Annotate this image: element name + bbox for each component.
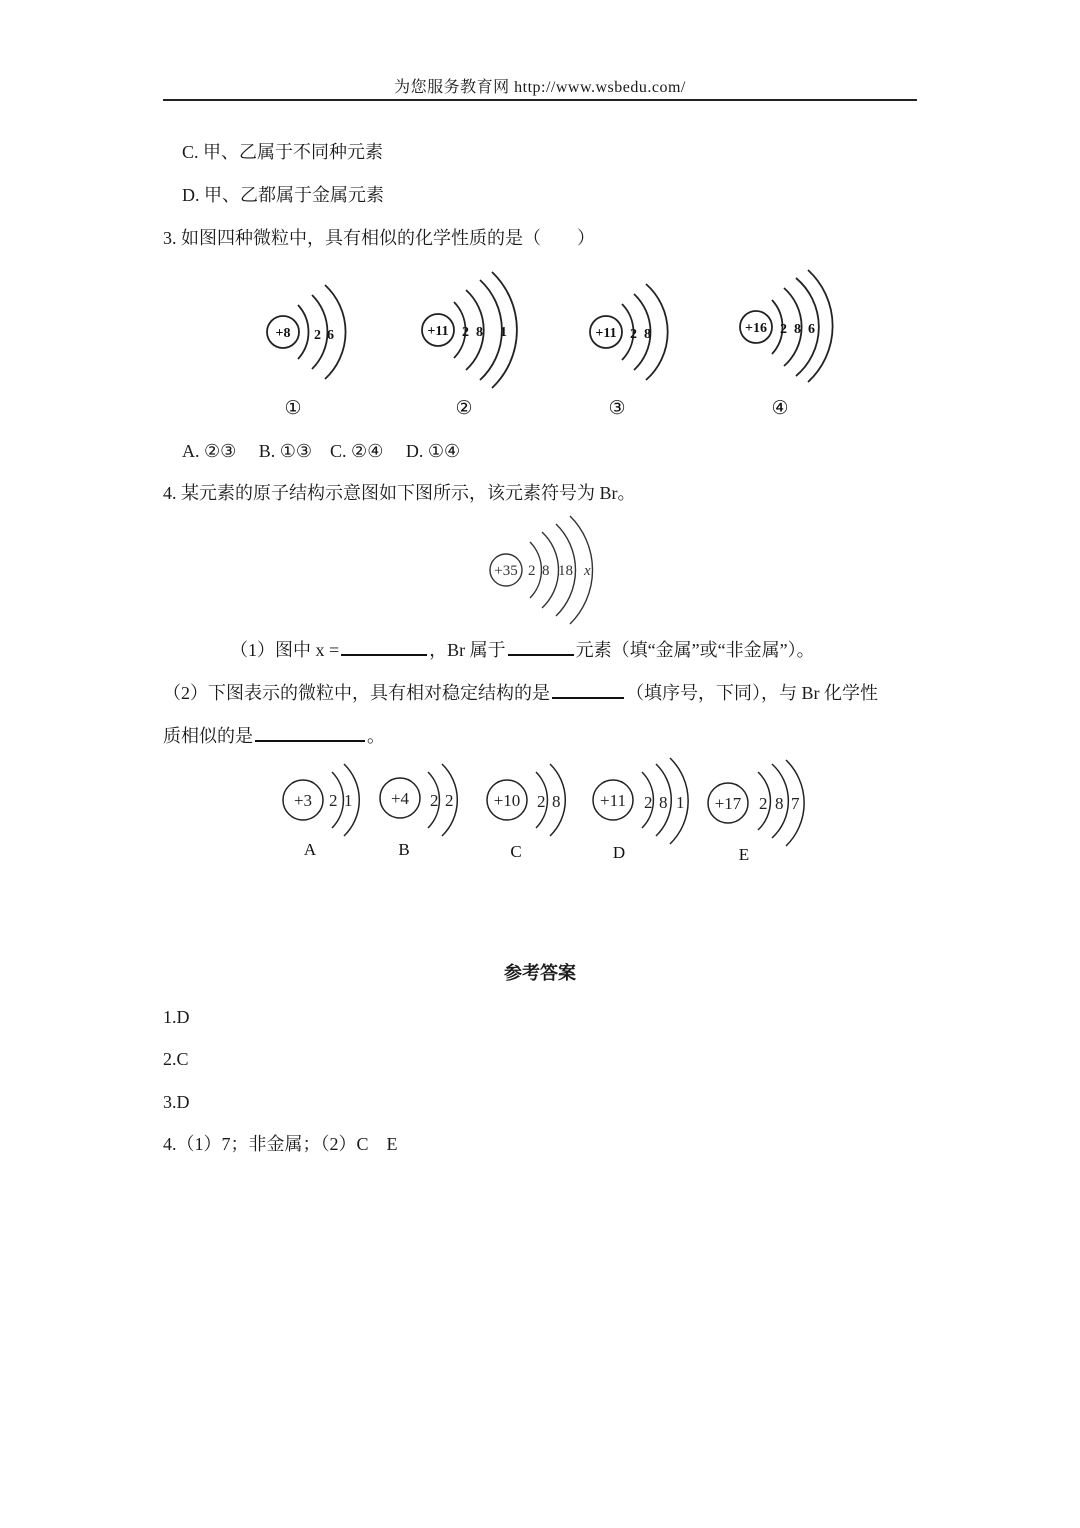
q3-atom4-nucleus: +16 [745,321,767,336]
q4-sub1-text-c: 元素（填“金属”或“非金属”）。 [575,640,815,660]
answer-4: 4.（1）7；非金属；（2）C E [163,1134,398,1154]
q3-atom3-nucleus: +11 [595,326,617,341]
particle-a-shell-2: 1 [344,791,353,810]
answer-1: 1.D [163,1007,190,1027]
q3-label-1: ① [284,398,302,419]
q4-sub2-text-d: 。 [367,726,385,746]
q3-options: A. ②③ B. ①③ C. ②④ D. ①④ [182,441,461,461]
particle-c-shell-1: 2 [537,792,546,811]
q3-atom1-nucleus: +8 [275,326,291,341]
q3-atom3-shell1: 2 [630,327,637,342]
q4-sub2-text-c: 质相似的是 [163,726,253,746]
q3-atom1-shell2: 6 [327,328,334,343]
answers-title: 参考答案 [504,963,576,983]
particle-a-nucleus: +3 [293,791,313,810]
particle-e-nucleus: +17 [714,794,742,813]
q4-sub1 [230,636,815,662]
br-shell-3: 18 [558,563,573,579]
q3-atom2-shell1: 2 [462,325,469,340]
header-rule [163,99,917,101]
particle-e-shell-2: 8 [775,794,784,813]
q3-atom3-shell2: 8 [644,327,651,342]
particle-e-shell-1: 2 [759,794,768,813]
particle-e-shell-3: 7 [791,794,800,813]
particle-e-label: E [738,845,750,864]
particle-b-label: B [398,840,410,859]
q3-atom2-nucleus: +11 [427,324,449,339]
page-header: 为您服务教育网 http://www.wsbedu.com/ [394,79,686,96]
q3-atom4-shell3: 6 [808,322,815,337]
br-nucleus: +35 [494,563,518,579]
q4-sub2-text-a: （2）下图表示的微粒中，具有相对稳定结构的是 [163,683,550,703]
q3-atom-diagrams [240,262,860,427]
q3-atom1-shell1: 2 [314,328,321,343]
particle-d-shell-2: 8 [659,793,668,812]
br-shell-1: 2 [528,563,536,579]
q2-option-d: D. 甲、乙都属于金属元素 [182,185,384,205]
q4-blank-similar[interactable] [255,722,365,742]
q3-label-3: ③ [608,398,626,419]
q4-sub2-cont [163,722,385,748]
q2-option-c: C. 甲、乙属于不同种元素 [182,142,384,162]
q4-stem: 4. 某元素的原子结构示意图如下图所示，该元素符号为 Br。 [163,483,636,503]
q3-atom2-shell2: 8 [476,325,483,340]
particle-c-shell-2: 8 [552,792,561,811]
q4-blank-stable[interactable] [552,679,624,699]
answer-2: 2.C [163,1049,189,1069]
br-shell-2: 8 [542,563,550,579]
particle-d-shell-3: 1 [676,793,685,812]
particle-d-shell-1: 2 [644,793,653,812]
particle-d-label: D [612,843,626,862]
q3-label-4: ④ [771,398,789,419]
br-shell-x: x [584,563,591,579]
q4-particle-diagrams [270,756,830,866]
q3-atom2-shell3: 1 [500,325,507,340]
q4-sub1-text-b: ，Br 属于 [429,640,506,660]
particle-b-shell-2: 2 [445,791,454,810]
particle-a-label: A [303,840,317,859]
answer-3: 3.D [163,1092,190,1112]
particle-b-nucleus: +4 [390,789,410,808]
particle-d-nucleus: +11 [600,791,626,810]
q4-blank-element-type[interactable] [508,636,574,656]
q4-sub1-text-a: （1）图中 x = [230,640,340,660]
q4-sub2-text-b: （填序号，下同），与 Br 化学性 [626,683,878,703]
q3-atom4-shell1: 2 [780,322,787,337]
br-atom-diagram [480,512,610,627]
particle-a-shell-1: 2 [329,791,338,810]
q3-stem: 3. 如图四种微粒中，具有相似的化学性质的是（ ） [163,228,595,248]
particle-c-nucleus: +10 [493,791,521,810]
particle-c-label: C [510,842,522,861]
q3-atom4-shell2: 8 [794,322,801,337]
q4-blank-x[interactable] [341,636,427,656]
q3-label-2: ② [455,398,473,419]
particle-b-shell-1: 2 [430,791,439,810]
q4-sub2 [163,679,878,705]
